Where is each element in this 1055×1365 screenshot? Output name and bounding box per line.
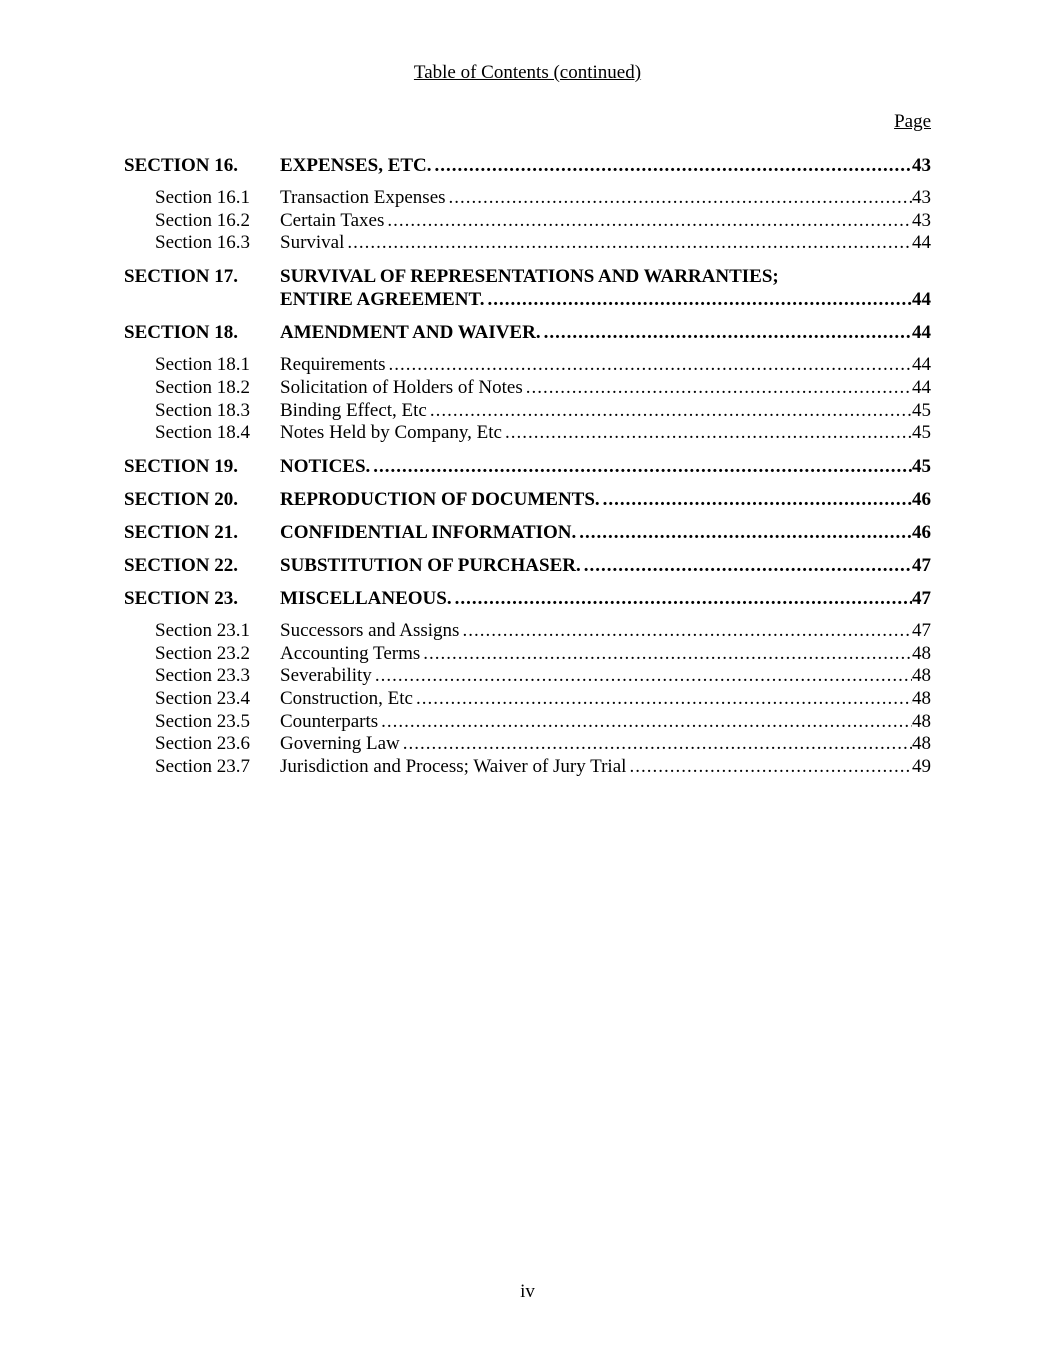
subsection-title: Successors and Assigns — [280, 619, 460, 641]
section-page: 44 — [912, 322, 931, 344]
subsection-number: Section 16.3 — [155, 232, 250, 254]
dot-leader — [378, 711, 912, 734]
subsection-number: Section 16.1 — [155, 187, 250, 208]
subsection-title: Requirements — [280, 354, 386, 376]
subsection-number: Section 16.2 — [155, 209, 250, 231]
toc-subsection-18-2[interactable] — [124, 377, 931, 400]
subsection-list — [124, 187, 931, 255]
subsection-title: Binding Effect, Etc — [280, 399, 427, 421]
subsection-number: Section 18.3 — [155, 399, 250, 421]
toc-subsection-18-1[interactable] — [124, 354, 931, 377]
toc-subsection-23-6[interactable] — [124, 733, 931, 756]
toc-subsection-23-2[interactable] — [124, 643, 931, 666]
dot-leader — [626, 756, 912, 779]
subsection-title: Construction, Etc — [280, 688, 413, 710]
toc-subsection-16-1[interactable] — [124, 187, 931, 210]
subsection-number: Section 23.1 — [155, 619, 250, 641]
dot-leader — [446, 187, 912, 210]
page-column-label: Page — [894, 111, 931, 132]
subsection-page: 49 — [912, 756, 931, 778]
subsection-title: Governing Law — [280, 733, 400, 755]
dot-leader — [484, 288, 912, 311]
subsection-title: Solicitation of Holders of Notes — [280, 376, 523, 398]
dot-leader — [576, 521, 912, 544]
subsection-page: 47 — [912, 619, 931, 641]
subsection-title: Accounting Terms — [280, 642, 421, 664]
subsection-title: Notes Held by Company, Etc — [280, 422, 502, 444]
dot-leader — [427, 400, 912, 423]
dot-leader — [344, 232, 912, 255]
subsection-page: 48 — [912, 688, 931, 710]
toc-subsection-23-3[interactable] — [124, 665, 931, 688]
dot-leader — [400, 733, 912, 756]
dot-leader — [370, 455, 912, 478]
section-number: SECTION 19. — [124, 455, 239, 477]
toc-section-19[interactable] — [124, 455, 931, 478]
toc-subsection-16-2[interactable] — [124, 210, 931, 233]
subsection-page: 48 — [912, 642, 931, 664]
subsection-number: Section 23.3 — [155, 665, 250, 687]
toc-subsection-23-4[interactable] — [124, 688, 931, 711]
section-number: SECTION 20. — [124, 488, 239, 510]
dot-leader — [420, 643, 912, 666]
dot-leader — [541, 321, 912, 344]
subsection-title: Severability — [280, 665, 372, 687]
toc-subsection-23-1[interactable] — [124, 620, 931, 643]
subsection-number: Section 23.7 — [155, 756, 250, 778]
subsection-title: Certain Taxes — [280, 209, 385, 231]
section-page: 47 — [912, 554, 931, 576]
toc-subsection-18-3[interactable] — [124, 400, 931, 423]
section-number: SECTION 21. — [124, 521, 239, 543]
subsection-page: 48 — [912, 665, 931, 687]
dot-leader — [372, 665, 912, 688]
toc-section-20[interactable] — [124, 488, 931, 511]
dot-leader — [432, 154, 912, 177]
subsection-page: 44 — [912, 232, 931, 254]
toc-subsection-18-4[interactable] — [124, 422, 931, 445]
toc-section-18[interactable] — [124, 321, 931, 344]
dot-leader — [386, 354, 912, 377]
section-number: SECTION 23. — [124, 587, 239, 609]
section-page: 46 — [912, 521, 931, 543]
subsection-list — [124, 620, 931, 779]
section-title-line-1: SURVIVAL OF REPRESENTATIONS AND WARRANTIES; — [280, 266, 779, 288]
subsection-page: 48 — [912, 710, 931, 732]
dot-leader — [502, 422, 912, 445]
toc-subsection-23-5[interactable] — [124, 711, 931, 734]
dot-leader — [384, 210, 912, 233]
section-title-line-2: ENTIRE AGREEMENT. — [280, 289, 485, 311]
section-number: SECTION 17. — [124, 266, 239, 288]
page-title: Table of Contents (continued) — [413, 62, 642, 83]
section-number: SECTION 16. — [124, 155, 239, 176]
subsection-page: 44 — [912, 376, 931, 398]
section-title: EXPENSES, ETC. — [280, 155, 432, 176]
subsection-page: 43 — [912, 187, 931, 208]
section-number: SECTION 18. — [124, 322, 239, 344]
toc-section-17[interactable] — [124, 265, 931, 311]
dot-leader — [523, 377, 912, 400]
table-of-contents — [124, 154, 931, 779]
section-title: NOTICES. — [280, 455, 371, 477]
section-page: 46 — [912, 488, 931, 510]
subsection-number: Section 18.1 — [155, 354, 250, 376]
subsection-number: Section 23.4 — [155, 688, 250, 710]
page-number: iv — [520, 1281, 535, 1302]
dot-leader — [452, 587, 912, 610]
section-title: CONFIDENTIAL INFORMATION. — [280, 521, 577, 543]
subsection-list — [124, 354, 931, 445]
section-page: 47 — [912, 587, 931, 609]
toc-section-22[interactable] — [124, 554, 931, 577]
subsection-page: 48 — [912, 733, 931, 755]
section-title: SUBSTITUTION OF PURCHASER. — [280, 554, 581, 576]
subsection-title: Counterparts — [280, 710, 379, 732]
section-page: 44 — [912, 289, 931, 311]
dot-leader — [600, 488, 912, 511]
subsection-page: 44 — [912, 354, 931, 376]
dot-leader — [413, 688, 912, 711]
subsection-number: Section 18.2 — [155, 376, 250, 398]
section-title: MISCELLANEOUS. — [280, 587, 452, 609]
dot-leader — [459, 620, 912, 643]
subsection-number: Section 23.2 — [155, 642, 250, 664]
subsection-title: Survival — [280, 232, 345, 254]
toc-section-23[interactable] — [124, 587, 931, 610]
toc-subsection-16-3[interactable] — [124, 232, 931, 255]
section-number: SECTION 22. — [124, 554, 239, 576]
subsection-number: Section 23.6 — [155, 733, 250, 755]
subsection-number: Section 23.5 — [155, 710, 250, 732]
section-page: 45 — [912, 455, 931, 477]
section-title: AMENDMENT AND WAIVER. — [280, 322, 541, 344]
toc-section-21[interactable] — [124, 521, 931, 544]
toc-section-16[interactable] — [124, 154, 931, 177]
subsection-page: 45 — [912, 422, 931, 444]
subsection-number: Section 18.4 — [155, 422, 250, 444]
subsection-page: 45 — [912, 399, 931, 421]
subsection-title: Jurisdiction and Process; Waiver of Jury Trial — [280, 756, 627, 778]
dot-leader — [581, 554, 912, 577]
section-page: 43 — [912, 155, 931, 176]
toc-subsection-23-7[interactable] — [124, 756, 931, 779]
subsection-title: Transaction Expenses — [280, 187, 446, 208]
section-title: REPRODUCTION OF DOCUMENTS. — [280, 488, 600, 510]
subsection-page: 43 — [912, 209, 931, 231]
